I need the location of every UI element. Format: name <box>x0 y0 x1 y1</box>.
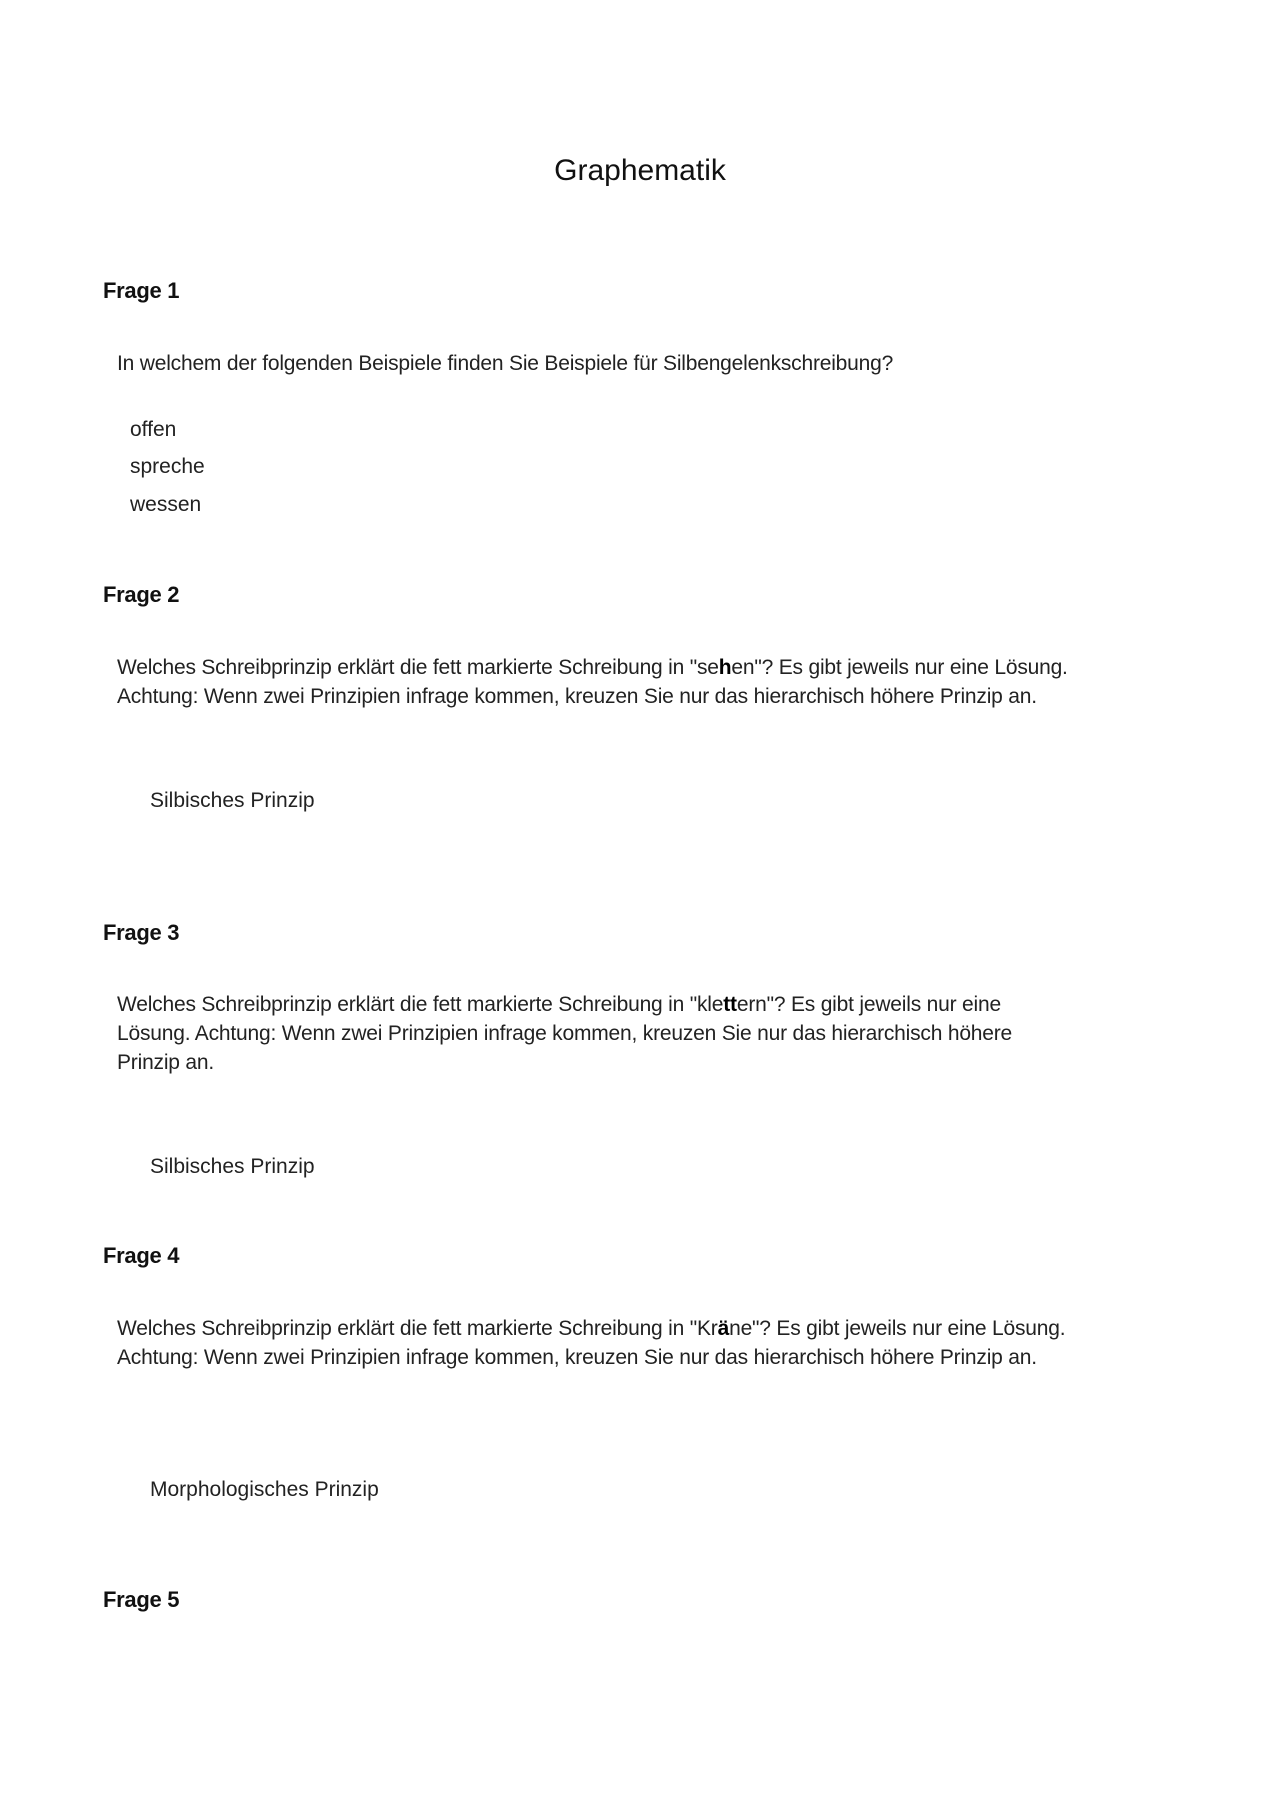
question-4-bold-grapheme: ä <box>717 1317 730 1340</box>
question-3-bold-grapheme: tt <box>723 993 737 1016</box>
question-5-heading: Frage 5 <box>103 1587 180 1612</box>
page-title: Graphematik <box>554 154 726 187</box>
question-2-answer: Silbisches Prinzip <box>150 789 315 812</box>
question-1-heading: Frage 1 <box>103 278 180 303</box>
question-3-heading: Frage 3 <box>103 920 180 945</box>
question-2-bold-grapheme: h <box>718 656 732 679</box>
question-4-heading: Frage 4 <box>103 1243 180 1268</box>
question-4-text <box>117 1314 1077 1372</box>
question-1-text: In welchem der folgenden Beispiele finden Sie Beispiele für Silbengelenkschreibung? <box>117 352 894 375</box>
question-3-answer: Silbisches Prinzip <box>150 1155 315 1178</box>
question-3-text <box>117 990 1077 1077</box>
question-4-text-before: Welches Schreibprinzip erklärt die fett markierte Schreibung in "Kr <box>117 1317 718 1340</box>
question-2-text-after: en"? Es gibt jeweils nur eine Lösung. Achtung: Wenn zwei Prinzipien infrage kommen, kreuzen Sie nur das hierarchisch höhere Prinzip an. <box>117 656 1068 708</box>
question-2-heading: Frage 2 <box>103 582 180 607</box>
question-3-text-before: Welches Schreibprinzip erklärt die fett markierte Schreibung in "kle <box>117 993 724 1016</box>
question-1-option: offen <box>130 418 177 441</box>
question-4-answer: Morphologisches Prinzip <box>150 1478 379 1501</box>
question-1-option: wessen <box>130 493 202 516</box>
question-2-text-before: Welches Schreibprinzip erklärt die fett markierte Schreibung in "se <box>117 656 719 679</box>
question-4-text-after: ne"? Es gibt jeweils nur eine Lösung. Achtung: Wenn zwei Prinzipien infrage kommen, kreuzen Sie nur das hierarchisch höhere Prinzip an. <box>117 1317 1066 1369</box>
question-1-option: spreche <box>130 455 205 478</box>
question-3-text-after: ern"? Es gibt jeweils nur eine Lösung. Achtung: Wenn zwei Prinzipien infrage kommen, kreuzen Sie nur das hierarchisch höhere Prinzip an. <box>117 993 1013 1074</box>
question-2-text <box>117 653 1077 711</box>
